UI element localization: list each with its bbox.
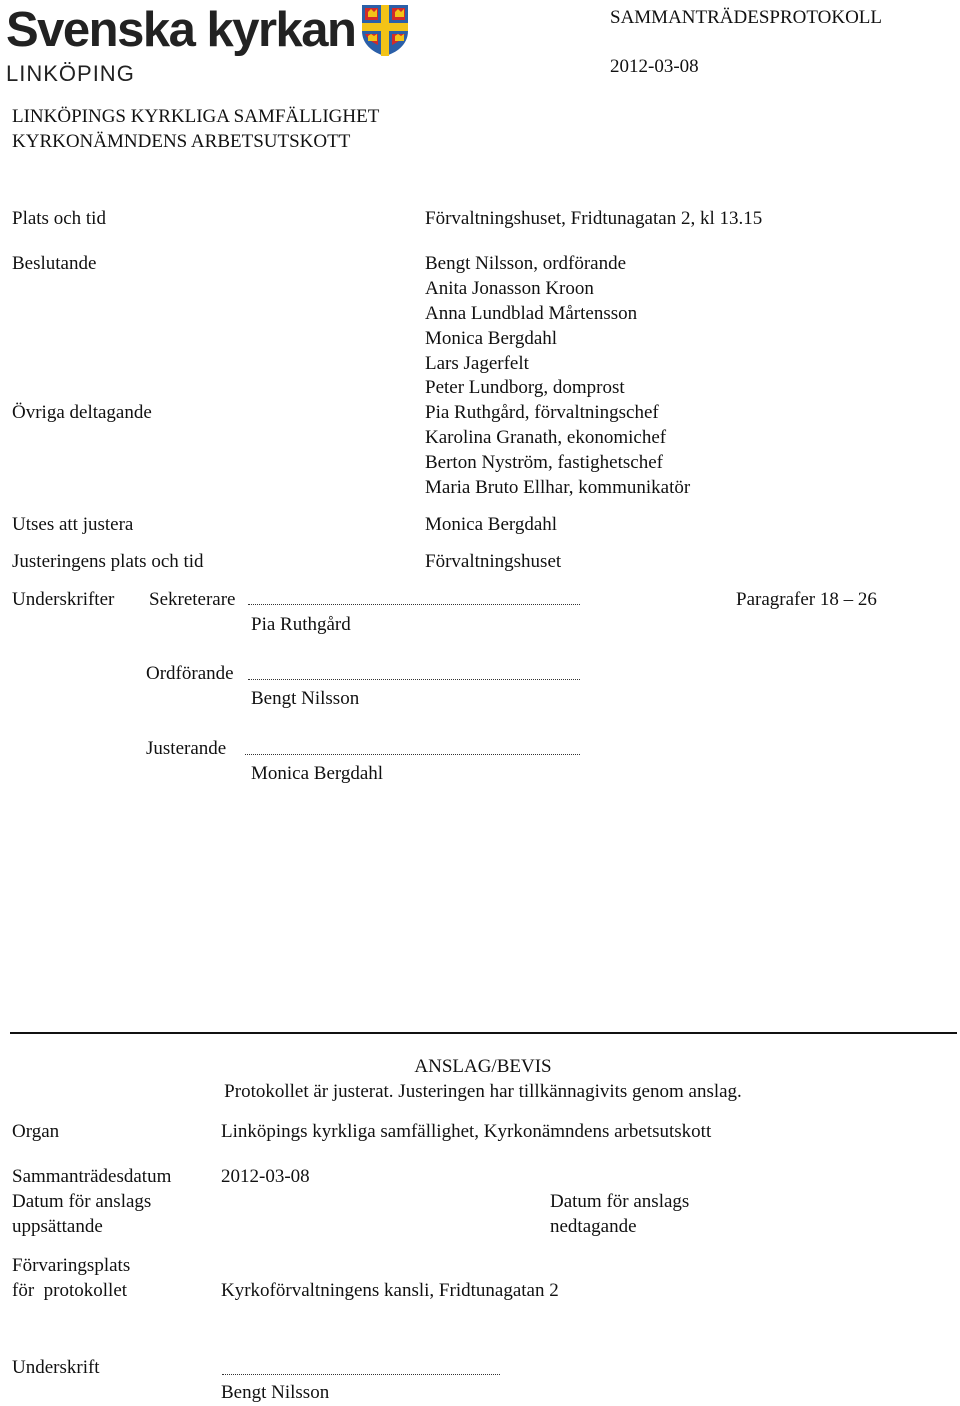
logo-city: LINKÖPING <box>6 61 135 86</box>
signatures-label: Underskrifter <box>12 589 115 610</box>
deciding-member: Anita Jonasson Kroon <box>425 278 594 299</box>
deciding-label: Beslutande <box>12 253 97 274</box>
organ-value: Linköpings kyrkliga samfällighet, Kyrkonämndens arbetsutskott <box>221 1121 712 1142</box>
paragraph-range: Paragrafer 18 – 26 <box>736 589 877 610</box>
storage-value: Kyrkoförvaltningens kansli, Fridtunagatan 2 <box>221 1280 559 1301</box>
other-participant: Berton Nyström, fastighetschef <box>425 452 663 473</box>
adjuster-signature-line <box>245 754 580 755</box>
adjuster-value: Monica Bergdahl <box>425 514 558 535</box>
secretary-signature-line <box>248 604 580 605</box>
org-name: LINKÖPINGS KYRKLIGA SAMFÄLLIGHET <box>12 106 380 127</box>
others-label: Övriga deltagande <box>12 402 152 423</box>
notice-subtitle: Protokollet är justerat. Justeringen har tillkännagivits genom anslag. <box>224 1081 742 1102</box>
other-participant: Maria Bruto Ellhar, kommunikatör <box>425 477 691 498</box>
signature-name: Bengt Nilsson <box>221 1382 330 1403</box>
secretary-name: Pia Ruthgård <box>251 614 351 635</box>
meeting-date-label: Sammanträdesdatum <box>12 1166 172 1187</box>
document-date: 2012-03-08 <box>610 56 699 77</box>
chair-role: Ordförande <box>146 663 234 684</box>
notice-title: ANSLAG/BEVIS <box>414 1056 552 1077</box>
church-shield-icon <box>360 3 410 57</box>
document-type: SAMMANTRÄDESPROTOKOLL <box>610 7 883 28</box>
storage-label-cont: för protokollet <box>12 1280 128 1301</box>
other-participant: Pia Ruthgård, förvaltningschef <box>425 402 659 423</box>
posted-date-label: Datum för anslags <box>12 1191 152 1212</box>
storage-label: Förvaringsplats <box>12 1255 131 1276</box>
deciding-member: Anna Lundblad Mårtensson <box>425 303 638 324</box>
place-value: Förvaltningshuset, Fridtunagatan 2, kl 13.15 <box>425 208 763 229</box>
signature-line <box>222 1374 500 1375</box>
secretary-role: Sekreterare <box>149 589 236 610</box>
chair-signature-line <box>248 679 580 680</box>
posted-date-label-cont: uppsättande <box>12 1216 103 1237</box>
signature-label: Underskrift <box>12 1357 100 1378</box>
org-committee: KYRKONÄMNDENS ARBETSUTSKOTT <box>12 131 351 152</box>
meeting-date-value: 2012-03-08 <box>221 1166 310 1187</box>
section-divider <box>10 1032 957 1034</box>
adjuster-name: Monica Bergdahl <box>251 763 384 784</box>
other-participant: Peter Lundborg, domprost <box>425 377 625 398</box>
place-label: Plats och tid <box>12 208 106 229</box>
removed-date-label-cont: nedtagande <box>550 1216 637 1237</box>
adjust-place-value: Förvaltningshuset <box>425 551 562 572</box>
organ-label: Organ <box>12 1121 60 1142</box>
adjust-place-label: Justeringens plats och tid <box>12 551 204 572</box>
removed-date-label: Datum för anslags <box>550 1191 690 1212</box>
chair-name: Bengt Nilsson <box>251 688 360 709</box>
deciding-member: Lars Jagerfelt <box>425 353 529 374</box>
adjuster-role: Justerande <box>146 738 227 759</box>
deciding-member: Monica Bergdahl <box>425 328 558 349</box>
other-participant: Karolina Granath, ekonomichef <box>425 427 667 448</box>
adjuster-label: Utses att justera <box>12 514 134 535</box>
logo-wordmark: Svenska kyrkan <box>6 3 356 57</box>
deciding-member: Bengt Nilsson, ordförande <box>425 253 627 274</box>
